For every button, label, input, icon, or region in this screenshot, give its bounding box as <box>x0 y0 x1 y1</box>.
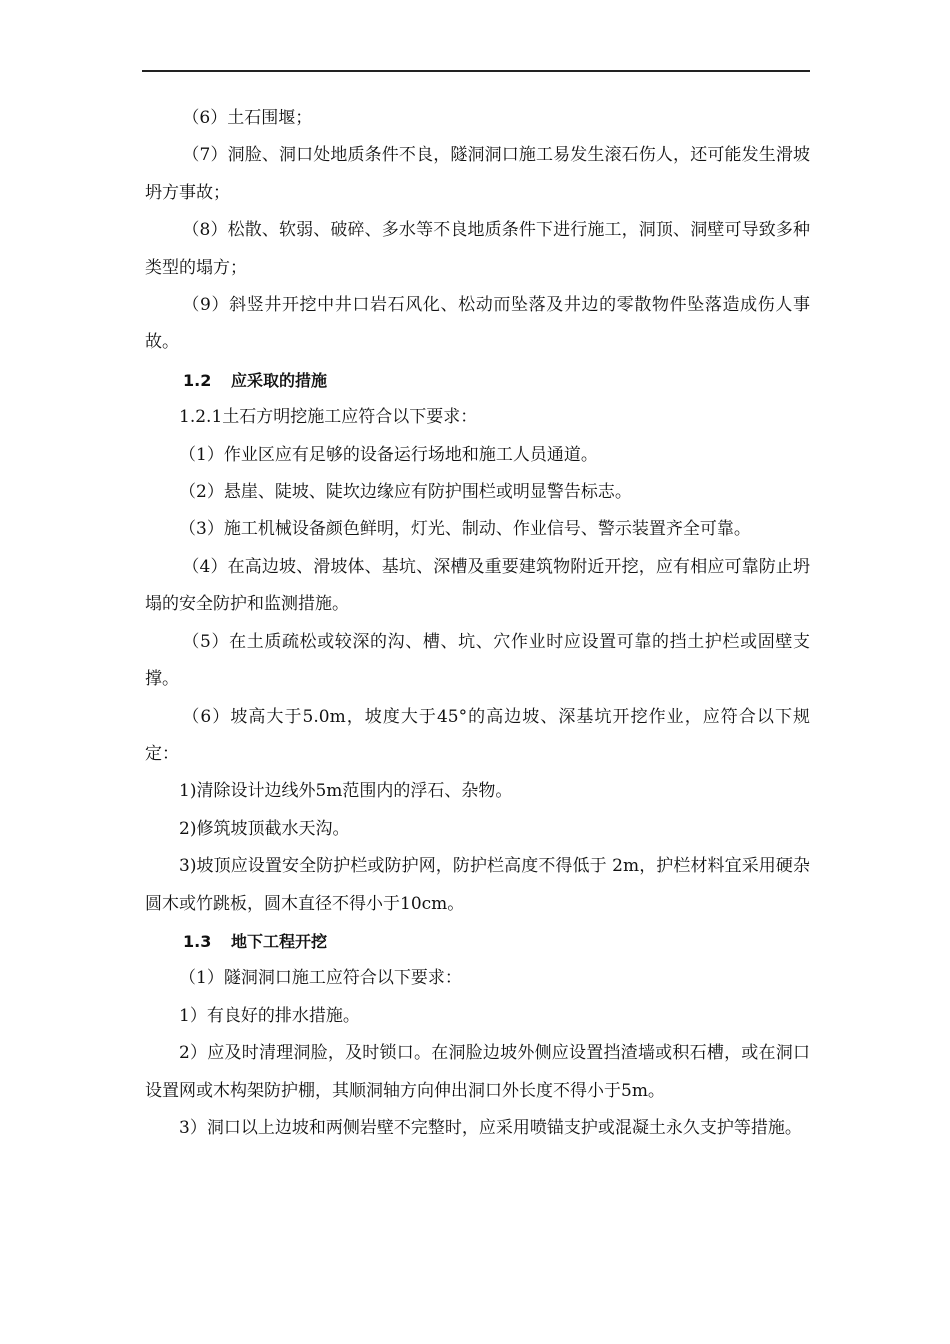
paragraph: （6）坡高大于5.0m，坡度大于45°的高边坡、深基坑开挖作业，应符合以下规定： <box>145 706 810 764</box>
paragraph: （5）在土质疏松或较深的沟、槽、坑、穴作业时应设置可靠的挡土护栏或固壁支撑。 <box>145 631 810 690</box>
paragraph: 1)清除设计边线外5m范围内的浮石、杂物。 <box>179 781 513 802</box>
paragraph: 2)修筑坡顶截水天沟。 <box>179 818 350 839</box>
paragraph: 3）洞口以上边坡和两侧岩壁不完整时，应采用喷锚支护或混凝土永久支护等措施。 <box>179 1117 802 1138</box>
section-heading-1-2 <box>145 362 810 399</box>
paragraph: 2）应及时清理洞脸，及时锁口。在洞脸边坡外侧应设置挡渣墙或积石槽，或在洞口设置网或木构架防护棚，其顺洞轴方向伸出洞口外长度不得小于5m。 <box>145 1043 810 1101</box>
section-number: 1.2 <box>183 370 212 390</box>
paragraph: 1）有良好的排水措施。 <box>179 1005 360 1026</box>
section-title: 应采取的措施 <box>231 370 328 390</box>
section-title: 地下工程开挖 <box>231 931 328 951</box>
section-heading-1-3 <box>145 923 810 960</box>
section-number: 1.3 <box>183 931 212 951</box>
paragraph: （8）松散、软弱、破碎、多水等不良地质条件下进行施工，洞顶、洞壁可导致多种类型的塌方； <box>145 220 810 278</box>
header-rule <box>142 70 810 72</box>
paragraph: 3)坡顶应设置安全防护栏或防护网，防护栏高度不得低于 2m，护栏材料宜采用硬杂圆木或竹跳板，圆木直径不得小于10cm。 <box>145 856 810 914</box>
paragraph: （1）作业区应有足够的设备运行场地和施工人员通道。 <box>179 444 598 465</box>
paragraph: （1）隧洞洞口施工应符合以下要求： <box>179 968 462 989</box>
paragraph: （6）土石围堰； <box>182 108 313 128</box>
paragraph: 1.2.1土石方明挖施工应符合以下要求： <box>179 407 478 428</box>
paragraph: （7）洞脸、洞口处地质条件不良，隧洞洞口施工易发生滚石伤人，还可能发生滑坡坍方事故； <box>145 145 810 203</box>
document-body <box>145 100 810 1147</box>
paragraph: （4）在高边坡、滑坡体、基坑、深槽及重要建筑物附近开挖，应有相应可靠防止坍塌的安全防护和监测措施。 <box>145 556 810 615</box>
paragraph: （3）施工机械设备颜色鲜明，灯光、制动、作业信号、警示装置齐全可靠。 <box>179 519 751 540</box>
paragraph: （2）悬崖、陡坡、陡坎边缘应有防护围栏或明显警告标志。 <box>179 482 632 503</box>
paragraph: （9）斜竖井开挖中井口岩石风化、松动而坠落及井边的零散物件坠落造成伤人事故。 <box>145 295 810 353</box>
